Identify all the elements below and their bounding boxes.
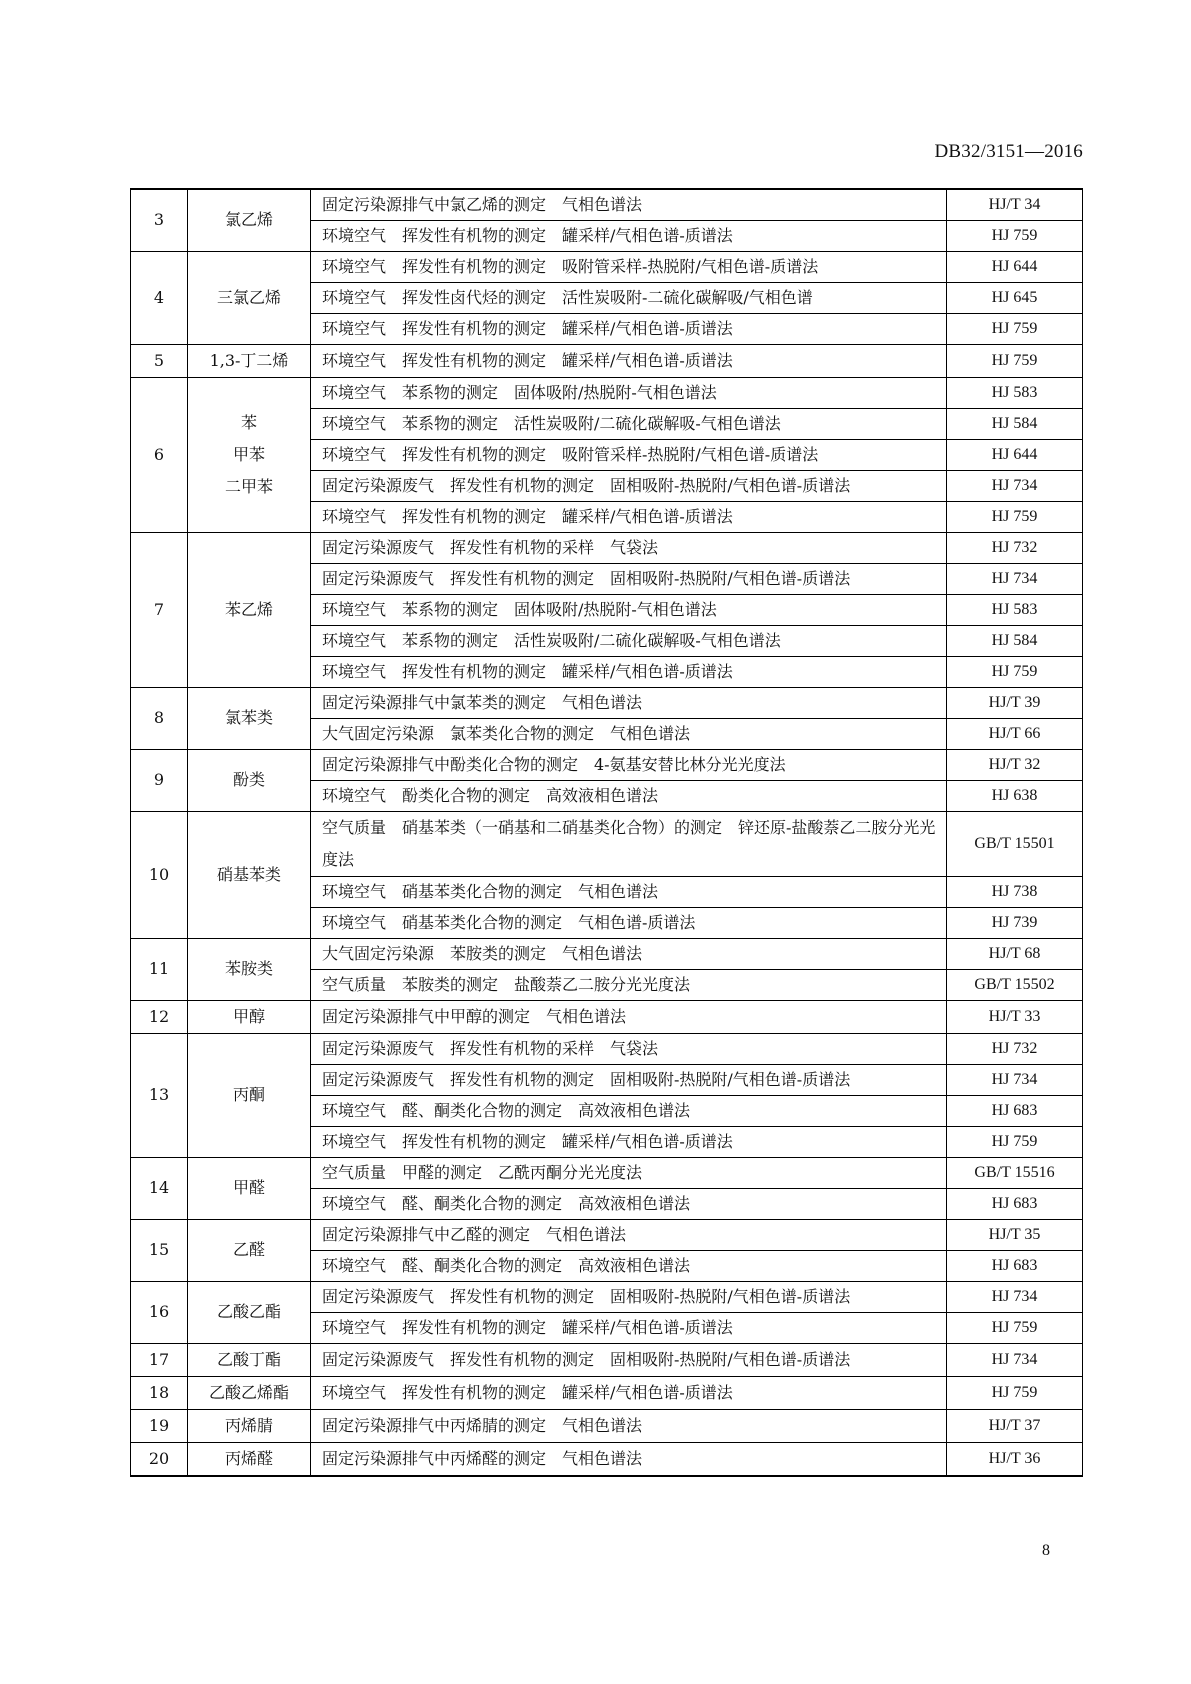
method-name-cell: 固定污染源排气中氯苯类的测定 气相色谱法 xyxy=(311,687,947,718)
item-number-cell: 7 xyxy=(131,532,188,687)
substance-name: 乙酸乙烯酯 xyxy=(208,1382,289,1402)
method-name-cell: 固定污染源排气中酚类化合物的测定 4-氨基安替比林分光光度法 xyxy=(311,749,947,780)
substance-cell xyxy=(188,811,311,938)
table-row xyxy=(131,749,1083,780)
standard-code-cell: HJ/T 33 xyxy=(947,1000,1083,1033)
standard-code-cell: HJ 734 xyxy=(947,1343,1083,1376)
item-number-cell: 19 xyxy=(131,1409,188,1442)
table-row xyxy=(131,344,1083,377)
standard-code-cell: HJ 683 xyxy=(947,1095,1083,1126)
item-number-cell: 4 xyxy=(131,251,188,344)
substance-cell xyxy=(188,1281,311,1343)
standard-code-cell: HJ 759 xyxy=(947,313,1083,344)
standard-code-cell: HJ 583 xyxy=(947,377,1083,408)
standard-code-cell: HJ 583 xyxy=(947,594,1083,625)
method-name-cell: 环境空气 挥发性有机物的测定 罐采样/气相色谱-质谱法 xyxy=(311,1376,947,1409)
standard-code-cell: GB/T 15501 xyxy=(947,811,1083,876)
substance-cell xyxy=(188,1157,311,1219)
standard-code-cell: HJ/T 32 xyxy=(947,749,1083,780)
method-name-cell: 环境空气 硝基苯类化合物的测定 气相色谱-质谱法 xyxy=(311,907,947,938)
substance-name: 二甲苯 xyxy=(224,476,273,496)
substance-name: 丙烯醛 xyxy=(224,1448,273,1468)
standard-code-cell: HJ 584 xyxy=(947,625,1083,656)
method-name-cell: 环境空气 挥发性有机物的测定 罐采样/气相色谱-质谱法 xyxy=(311,313,947,344)
substance-name: 甲醇 xyxy=(232,1006,265,1026)
document-code: DB32/3151—2016 xyxy=(934,141,1083,162)
item-number-cell: 13 xyxy=(131,1033,188,1157)
substance-name: 苯乙烯 xyxy=(224,599,273,619)
table-body xyxy=(131,189,1083,1476)
method-name-cell: 环境空气 挥发性有机物的测定 吸附管采样-热脱附/气相色谱-质谱法 xyxy=(311,251,947,282)
method-name-cell: 环境空气 硝基苯类化合物的测定 气相色谱法 xyxy=(311,876,947,907)
item-number-cell: 12 xyxy=(131,1000,188,1033)
standard-code-cell: HJ 759 xyxy=(947,1312,1083,1343)
substance-cell xyxy=(188,1219,311,1281)
table-row xyxy=(131,251,1083,282)
method-name-cell: 环境空气 挥发性有机物的测定 罐采样/气相色谱-质谱法 xyxy=(311,656,947,687)
method-name-cell: 环境空气 挥发性有机物的测定 吸附管采样-热脱附/气相色谱-质谱法 xyxy=(311,439,947,470)
standard-code-cell: HJ/T 68 xyxy=(947,938,1083,969)
table-row xyxy=(131,811,1083,876)
table-row xyxy=(131,189,1083,220)
item-number-cell: 8 xyxy=(131,687,188,749)
method-name-cell: 环境空气 挥发性有机物的测定 罐采样/气相色谱-质谱法 xyxy=(311,344,947,377)
method-name-cell: 固定污染源废气 挥发性有机物的采样 气袋法 xyxy=(311,1033,947,1064)
standard-code-cell: HJ 738 xyxy=(947,876,1083,907)
standard-code-cell: HJ 759 xyxy=(947,1376,1083,1409)
substance-cell xyxy=(188,1033,311,1157)
standard-code-cell: HJ 759 xyxy=(947,220,1083,251)
item-number-cell: 17 xyxy=(131,1343,188,1376)
table-row xyxy=(131,1376,1083,1409)
substance-name: 甲苯 xyxy=(232,444,265,464)
standard-code-cell: HJ/T 39 xyxy=(947,687,1083,718)
substance-name: 氯苯类 xyxy=(224,708,273,727)
standard-code-cell: HJ 683 xyxy=(947,1250,1083,1281)
method-name-cell: 空气质量 硝基苯类（一硝基和二硝基类化合物）的测定 锌还原-盐酸萘乙二胺分光光度法 xyxy=(311,811,947,876)
item-number-cell: 16 xyxy=(131,1281,188,1343)
standard-code-cell: HJ 638 xyxy=(947,780,1083,811)
substance-name: 丙酮 xyxy=(232,1085,265,1104)
method-name-cell: 固定污染源废气 挥发性有机物的测定 固相吸附-热脱附/气相色谱-质谱法 xyxy=(311,563,947,594)
substance-name: 甲醛 xyxy=(232,1178,265,1197)
method-name-cell: 空气质量 苯胺类的测定 盐酸萘乙二胺分光光度法 xyxy=(311,969,947,1000)
substance-name: 1,3-丁二烯 xyxy=(209,350,289,370)
method-name-cell: 固定污染源废气 挥发性有机物的测定 固相吸附-热脱附/气相色谱-质谱法 xyxy=(311,1064,947,1095)
method-name-cell: 环境空气 挥发性卤代烃的测定 活性炭吸附-二硫化碳解吸/气相色谱 xyxy=(311,282,947,313)
standard-code-cell: HJ 584 xyxy=(947,408,1083,439)
substance-cell xyxy=(188,1000,311,1033)
standard-code-cell: HJ 644 xyxy=(947,439,1083,470)
standard-code-cell: HJ/T 37 xyxy=(947,1409,1083,1442)
standard-code-cell: HJ 683 xyxy=(947,1188,1083,1219)
item-number-cell: 9 xyxy=(131,749,188,811)
substance-cell xyxy=(188,749,311,811)
table-row xyxy=(131,687,1083,718)
substance-cell xyxy=(188,1376,311,1409)
substance-name: 苯胺类 xyxy=(224,959,273,978)
method-name-cell: 环境空气 苯系物的测定 活性炭吸附/二硫化碳解吸-气相色谱法 xyxy=(311,625,947,656)
method-name-cell: 环境空气 醛、酮类化合物的测定 高效液相色谱法 xyxy=(311,1250,947,1281)
standard-code-cell: HJ/T 35 xyxy=(947,1219,1083,1250)
table-row xyxy=(131,1409,1083,1442)
method-name-cell: 固定污染源排气中丙烯腈的测定 气相色谱法 xyxy=(311,1409,947,1442)
method-name-cell: 环境空气 挥发性有机物的测定 罐采样/气相色谱-质谱法 xyxy=(311,1312,947,1343)
method-name-cell: 环境空气 挥发性有机物的测定 罐采样/气相色谱-质谱法 xyxy=(311,220,947,251)
item-number-cell: 3 xyxy=(131,189,188,251)
substance-cell xyxy=(188,1409,311,1442)
item-number-cell: 6 xyxy=(131,377,188,532)
method-name-cell: 环境空气 挥发性有机物的测定 罐采样/气相色谱-质谱法 xyxy=(311,1126,947,1157)
method-name-cell: 环境空气 醛、酮类化合物的测定 高效液相色谱法 xyxy=(311,1095,947,1126)
substance-name: 乙酸丁酯 xyxy=(216,1349,281,1369)
method-name-cell: 固定污染源排气中氯乙烯的测定 气相色谱法 xyxy=(311,189,947,220)
table-row xyxy=(131,1343,1083,1376)
substance-name: 氯乙烯 xyxy=(224,210,273,230)
substance-cell xyxy=(188,1442,311,1476)
item-number-cell: 10 xyxy=(131,811,188,938)
method-name-cell: 环境空气 挥发性有机物的测定 罐采样/气相色谱-质谱法 xyxy=(311,501,947,532)
standard-code-cell: HJ 734 xyxy=(947,470,1083,501)
substance-name: 硝基苯类 xyxy=(216,864,281,884)
substance-cell xyxy=(188,377,311,532)
standard-code-cell: HJ 732 xyxy=(947,532,1083,563)
standard-code-cell: HJ 734 xyxy=(947,1064,1083,1095)
method-name-cell: 大气固定污染源 苯胺类的测定 气相色谱法 xyxy=(311,938,947,969)
table-row xyxy=(131,1442,1083,1476)
standard-code-cell: HJ 759 xyxy=(947,656,1083,687)
standard-code-cell: HJ 732 xyxy=(947,1033,1083,1064)
substance-name: 三氯乙烯 xyxy=(216,287,281,307)
standard-code-cell: HJ 759 xyxy=(947,344,1083,377)
item-number-cell: 15 xyxy=(131,1219,188,1281)
standard-code-cell: HJ 644 xyxy=(947,251,1083,282)
substance-name: 苯 xyxy=(240,412,257,432)
standard-code-cell: GB/T 15516 xyxy=(947,1157,1083,1188)
standard-code-cell: GB/T 15502 xyxy=(947,969,1083,1000)
method-name-cell: 固定污染源废气 挥发性有机物的测定 固相吸附-热脱附/气相色谱-质谱法 xyxy=(311,1343,947,1376)
table-row xyxy=(131,532,1083,563)
standard-code-cell: HJ 759 xyxy=(947,1126,1083,1157)
table-row xyxy=(131,1219,1083,1250)
standard-code-cell: HJ 734 xyxy=(947,563,1083,594)
substance-name: 丙烯腈 xyxy=(224,1415,273,1435)
standard-code-cell: HJ 739 xyxy=(947,907,1083,938)
method-name-cell: 固定污染源排气中乙醛的测定 气相色谱法 xyxy=(311,1219,947,1250)
item-number-cell: 14 xyxy=(131,1157,188,1219)
method-name-cell: 固定污染源排气中丙烯醛的测定 气相色谱法 xyxy=(311,1442,947,1476)
table-row xyxy=(131,1000,1083,1033)
substance-cell xyxy=(188,1343,311,1376)
table-row xyxy=(131,1157,1083,1188)
standard-code-cell: HJ 645 xyxy=(947,282,1083,313)
substance-cell xyxy=(188,189,311,251)
standard-code-cell: HJ 734 xyxy=(947,1281,1083,1312)
item-number-cell: 18 xyxy=(131,1376,188,1409)
method-name-cell: 环境空气 醛、酮类化合物的测定 高效液相色谱法 xyxy=(311,1188,947,1219)
item-number-cell: 5 xyxy=(131,344,188,377)
monitoring-methods-table xyxy=(130,188,1083,1477)
standard-code-cell: HJ 759 xyxy=(947,501,1083,532)
method-name-cell: 环境空气 酚类化合物的测定 高效液相色谱法 xyxy=(311,780,947,811)
substance-name: 乙醛 xyxy=(232,1240,265,1259)
method-name-cell: 大气固定污染源 氯苯类化合物的测定 气相色谱法 xyxy=(311,718,947,749)
method-name-cell: 环境空气 苯系物的测定 固体吸附/热脱附-气相色谱法 xyxy=(311,377,947,408)
method-name-cell: 固定污染源排气中甲醇的测定 气相色谱法 xyxy=(311,1000,947,1033)
method-name-cell: 固定污染源废气 挥发性有机物的采样 气袋法 xyxy=(311,532,947,563)
standard-code-cell: HJ/T 36 xyxy=(947,1442,1083,1476)
method-name-cell: 环境空气 苯系物的测定 固体吸附/热脱附-气相色谱法 xyxy=(311,594,947,625)
method-name-cell: 固定污染源废气 挥发性有机物的测定 固相吸附-热脱附/气相色谱-质谱法 xyxy=(311,470,947,501)
standard-code-cell: HJ/T 66 xyxy=(947,718,1083,749)
method-name-cell: 环境空气 苯系物的测定 活性炭吸附/二硫化碳解吸-气相色谱法 xyxy=(311,408,947,439)
table-row xyxy=(131,938,1083,969)
method-name-cell: 固定污染源废气 挥发性有机物的测定 固相吸附-热脱附/气相色谱-质谱法 xyxy=(311,1281,947,1312)
substance-cell xyxy=(188,687,311,749)
substance-name: 酚类 xyxy=(232,770,265,789)
substance-cell xyxy=(188,344,311,377)
item-number-cell: 20 xyxy=(131,1442,188,1476)
standard-code-cell: HJ/T 34 xyxy=(947,189,1083,220)
substance-cell xyxy=(188,938,311,1000)
method-name-cell: 空气质量 甲醛的测定 乙酰丙酮分光光度法 xyxy=(311,1157,947,1188)
table-row xyxy=(131,1033,1083,1064)
item-number-cell: 11 xyxy=(131,938,188,1000)
page-number: 8 xyxy=(1042,1542,1050,1559)
table-row xyxy=(131,377,1083,408)
table-row xyxy=(131,1281,1083,1312)
substance-cell xyxy=(188,532,311,687)
substance-name: 乙酸乙酯 xyxy=(216,1302,281,1321)
substance-cell xyxy=(188,251,311,344)
